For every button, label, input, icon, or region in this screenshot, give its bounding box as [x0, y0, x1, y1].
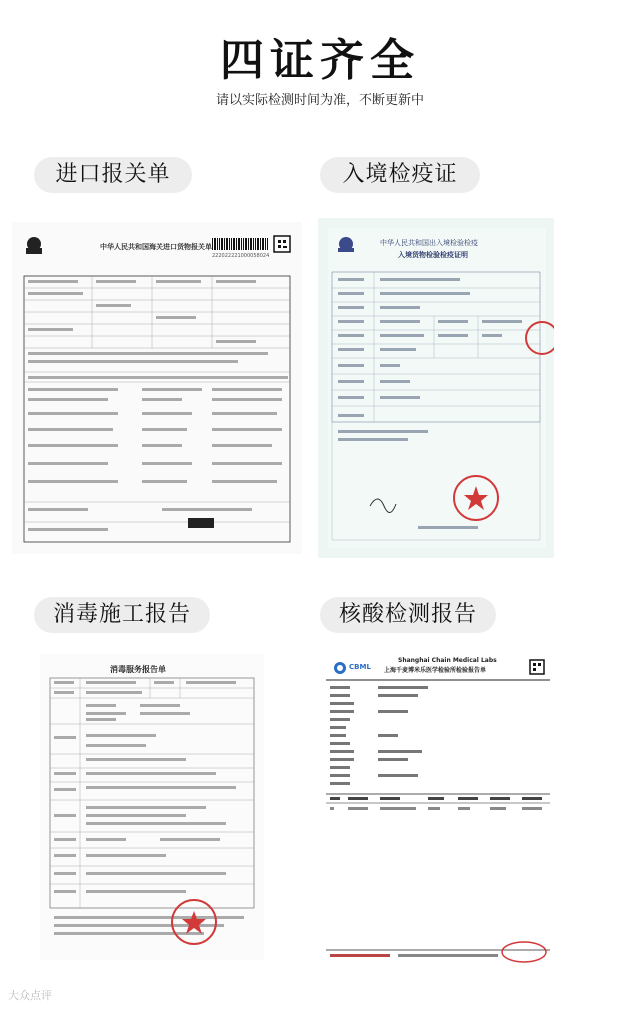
doc-nucleic-test-report [318, 652, 558, 964]
doc-customs-declaration-svg [12, 222, 302, 554]
label-customs-declaration: 进口报关单 [34, 157, 192, 193]
label-entry-quarantine: 入境检疫证 [320, 157, 480, 193]
page-title: 四证齐全 [220, 35, 420, 86]
lab-doc-title: 上海千麦博米乐医学检验所检验报告单 [384, 667, 487, 674]
doc-customs-declaration [12, 222, 302, 554]
customs-doc-title: 中华人民共和国海关进口货物报关单 [100, 243, 212, 251]
lab-org-name: CBML [349, 663, 371, 671]
doc-entry-quarantine-svg [318, 218, 554, 558]
doc-entry-quarantine [318, 218, 554, 558]
label-nucleic-test-report: 核酸检测报告 [320, 597, 496, 633]
page-subtitle: 请以实际检测时间为准，不断更新中 [215, 93, 424, 108]
doc-disinfection-report [40, 654, 264, 960]
watermark-text: 大众点评 [8, 989, 52, 1002]
lab-logo-icon [334, 662, 346, 674]
lab-doc-title-en: Shanghai Chain Medical Labs [398, 657, 497, 664]
customs-doc-number: 222022221000058024 [212, 253, 270, 259]
doc-disinfection-report-svg [40, 654, 264, 960]
inspection-doc-subtitle: 入境货物检验检疫证明 [398, 251, 468, 259]
disinfection-doc-title: 消毒服务报告单 [110, 665, 166, 674]
label-disinfection-report: 消毒施工报告 [34, 597, 210, 633]
inspection-doc-title: 中华人民共和国出入境检验检疫 [380, 239, 478, 247]
doc-nucleic-test-report-svg [318, 652, 558, 964]
